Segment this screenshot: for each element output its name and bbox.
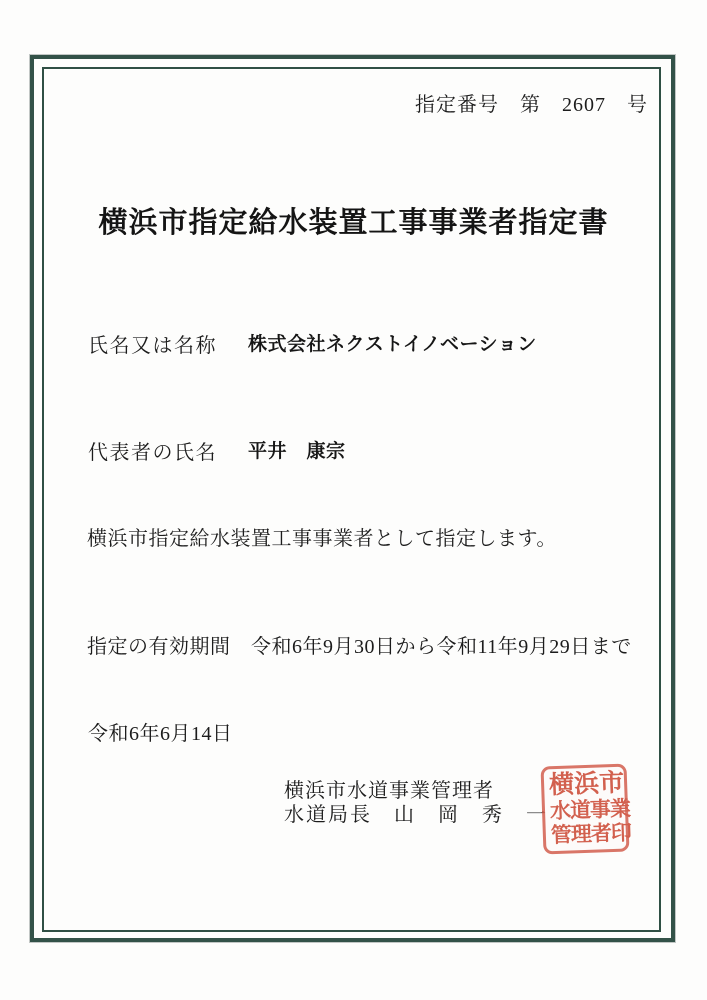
designation-number: 指定番号 第 2607 号 (415, 94, 648, 116)
seal-character: 者 (590, 821, 612, 846)
representative-value: 平井 康宗 (248, 441, 346, 462)
seal-character: 事 (589, 797, 611, 822)
seal-character: 横 (548, 771, 575, 800)
seal-text-row2 (549, 796, 631, 824)
seal-character: 道 (569, 797, 591, 823)
field-company-name (88, 329, 537, 358)
company-name-value: 株式会社ネクストイノベーション (248, 334, 537, 355)
company-name-label: 氏名又は名称 (88, 335, 217, 357)
issuer-title: 横浜市水道事業管理者 (284, 780, 494, 802)
seal-character: 理 (570, 821, 592, 847)
seal-character: 市 (598, 769, 625, 798)
validity-period: 指定の有効期間 令和6年9月30日から令和11年9月29日まで (87, 636, 632, 658)
field-representative (88, 436, 346, 465)
seal-text-row1 (548, 769, 625, 800)
seal-character: 業 (609, 796, 631, 822)
issuer-signature-block (284, 779, 548, 827)
issue-date: 令和6年6月14日 (88, 723, 233, 745)
designation-statement: 横浜市指定給水装置工事事業者として指定します。 (87, 528, 557, 550)
certificate-title: 横浜市指定給水装置工事事業者指定書 (98, 207, 609, 239)
seal-text-row3 (550, 820, 632, 848)
official-red-seal (540, 764, 632, 855)
seal-character: 印 (610, 820, 632, 846)
representative-label: 代表者の氏名 (88, 442, 217, 464)
seal-character: 管 (550, 822, 572, 848)
seal-character: 浜 (573, 770, 600, 799)
issuer-name: 水道局長 山 岡 秀 一 (284, 804, 548, 826)
seal-character: 水 (549, 798, 571, 824)
